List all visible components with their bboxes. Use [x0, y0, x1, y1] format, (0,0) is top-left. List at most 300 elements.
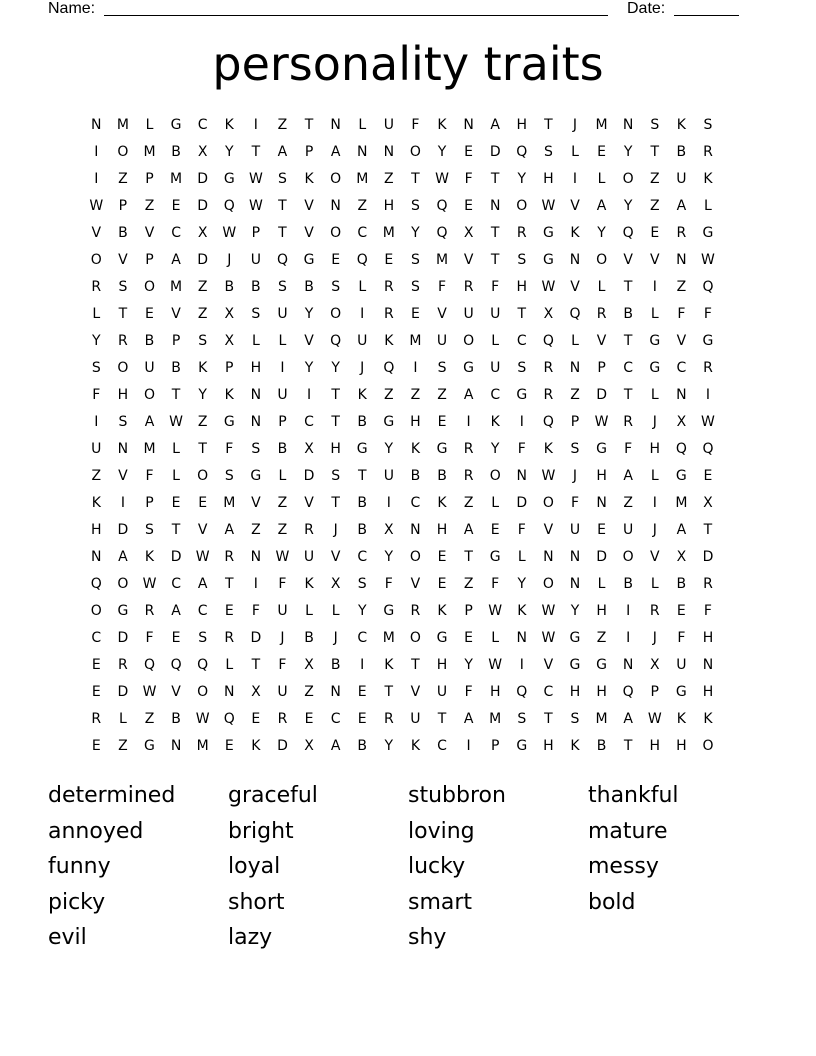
word-list [48, 778, 768, 956]
grid-cell: W [435, 171, 449, 187]
grid-cell: J [360, 360, 365, 376]
grid-cell: R [277, 711, 288, 727]
grid-cell: I [360, 306, 365, 322]
grid-cell: T [544, 711, 553, 727]
grid-cell: X [463, 225, 474, 241]
grid-cell: S [118, 279, 128, 295]
grid-cell: W [142, 576, 157, 592]
grid-cell: V [596, 333, 607, 349]
grid-cell: Y [623, 144, 633, 160]
grid-cell: Y [92, 333, 101, 349]
letter-grid [83, 114, 721, 762]
grid-cell: E [91, 738, 101, 754]
grid-cell: L [650, 387, 659, 403]
grid-cell: K [251, 738, 261, 754]
grid-cell: T [331, 414, 340, 430]
grid-cell: W [488, 603, 503, 619]
grid-cell: G [250, 468, 262, 484]
grid-cell: S [650, 117, 660, 133]
grid-cell: N [569, 549, 581, 565]
grid-cell: Q [143, 657, 155, 673]
grid-cell: B [144, 333, 155, 349]
grid-cell: K [91, 495, 101, 511]
grid-cell: W [541, 630, 556, 646]
grid-cell: O [702, 738, 714, 754]
grid-cell: T [251, 144, 261, 160]
grid-cell: D [117, 684, 129, 700]
grid-cell: N [702, 657, 714, 673]
grid-cell: A [463, 711, 474, 727]
grid-cell: V [197, 522, 208, 538]
grid-cell: K [517, 603, 527, 619]
grid-cell: L [650, 468, 659, 484]
grid-cell: M [409, 333, 422, 349]
grid-cell: V [118, 252, 128, 268]
grid-cell: D [596, 387, 607, 403]
grid-cell: J [333, 630, 338, 646]
grid-cell: N [117, 441, 129, 457]
grid-cell: N [91, 117, 102, 133]
grid-cell: E [251, 711, 261, 727]
grid-cell: X [304, 441, 314, 457]
name-label: Name: [48, 0, 96, 17]
grid-cell: C [171, 225, 181, 241]
grid-cell: C [171, 576, 181, 592]
grid-cell: F [624, 441, 633, 457]
grid-cell: Z [144, 198, 155, 214]
grid-cell: D [489, 144, 501, 160]
grid-cell: Y [304, 360, 314, 376]
grid-cell: M [223, 495, 236, 511]
grid-cell: U [303, 549, 315, 565]
grid-cell: G [436, 630, 448, 646]
grid-cell: A [463, 387, 474, 403]
grid-cell: N [676, 252, 687, 268]
grid-cell: N [250, 549, 262, 565]
grid-cell: O [143, 387, 155, 403]
grid-cell: N [489, 198, 501, 214]
grid-cell: F [491, 279, 500, 295]
grid-cell: C [357, 225, 368, 241]
grid-cell: I [94, 414, 99, 430]
grid-cell: T [544, 117, 553, 133]
grid-cell: R [383, 306, 394, 322]
grid-cell: S [543, 144, 553, 160]
grid-cell: M [382, 225, 395, 241]
grid-cell: Y [570, 603, 580, 619]
grid-cell: U [383, 468, 394, 484]
grid-cell: G [569, 630, 581, 646]
grid-cell: G [649, 333, 661, 349]
grid-cell: H [649, 738, 661, 754]
grid-cell: E [597, 144, 606, 160]
grid-cell: W [647, 711, 662, 727]
grid-cell: O [197, 468, 209, 484]
grid-cell: G [702, 333, 714, 349]
grid-cell: X [676, 549, 687, 565]
grid-cell: K [304, 171, 314, 187]
grid-cell: E [437, 549, 447, 565]
grid-cell: N [596, 495, 607, 511]
grid-cell: X [676, 414, 687, 430]
grid-cell: N [543, 549, 554, 565]
grid-cell: N [250, 414, 262, 430]
grid-cell: J [227, 252, 232, 268]
grid-cell: S [251, 441, 261, 457]
grid-cell: S [437, 360, 447, 376]
grid-cell: I [306, 387, 312, 403]
grid-cell: U [623, 522, 634, 538]
grid-cell: C [410, 495, 421, 511]
grid-cell: V [543, 657, 554, 673]
grid-cell: G [170, 117, 182, 133]
grid-cell: I [519, 657, 524, 673]
grid-cell: R [144, 603, 155, 619]
grid-cell: E [224, 738, 234, 754]
grid-cell: R [543, 360, 554, 376]
grid-cell: R [463, 468, 474, 484]
grid-cell: Q [569, 306, 581, 322]
grid-cell: G [223, 414, 235, 430]
grid-cell: W [541, 468, 556, 484]
grid-cell: W [541, 279, 556, 295]
grid-cell: C [490, 387, 501, 403]
grid-cell: B [623, 576, 633, 592]
grid-cell: K [410, 441, 421, 457]
grid-cell: K [437, 117, 447, 133]
grid-cell: I [572, 171, 578, 187]
grid-cell: K [676, 711, 686, 727]
grid-cell: A [144, 414, 155, 430]
word-list-item: determined [48, 783, 176, 808]
grid-cell: V [410, 576, 421, 592]
grid-cell: R [410, 603, 421, 619]
grid-cell: L [118, 711, 127, 727]
grid-cell: L [358, 279, 367, 295]
grid-cell: K [357, 387, 367, 403]
grid-cell: L [92, 306, 101, 322]
grid-cell: N [224, 684, 235, 700]
grid-cell: D [197, 252, 209, 268]
grid-cell: Q [542, 414, 554, 430]
word-list-item: mature [588, 818, 668, 844]
grid-cell: D [197, 171, 209, 187]
grid-cell: A [118, 549, 128, 565]
grid-cell: W [701, 414, 715, 430]
grid-cell: S [517, 711, 527, 727]
grid-cell: B [304, 279, 314, 295]
grid-cell: P [225, 360, 234, 376]
grid-cell: B [410, 468, 421, 484]
grid-cell: B [676, 576, 687, 592]
grid-cell: V [570, 279, 580, 295]
grid-cell: H [383, 198, 395, 214]
grid-cell: F [464, 171, 473, 187]
grid-cell: K [198, 360, 208, 376]
word-list-item: annoyed [48, 818, 144, 844]
grid-cell: D [277, 738, 288, 754]
grid-cell: C [437, 738, 447, 754]
grid-cell: E [91, 684, 101, 700]
grid-cell: S [145, 522, 154, 538]
grid-cell: F [517, 522, 526, 538]
grid-cell: X [224, 333, 235, 349]
word-list-item: evil [48, 925, 87, 951]
grid-cell: H [436, 657, 448, 673]
grid-cell: M [356, 171, 369, 187]
grid-cell: T [517, 306, 527, 322]
grid-cell: D [117, 630, 129, 646]
grid-cell: F [491, 576, 500, 592]
grid-cell: O [463, 333, 475, 349]
grid-cell: G [675, 468, 687, 484]
grid-cell: K [144, 549, 155, 565]
grid-cell: Q [675, 441, 687, 457]
grid-cell: U [250, 252, 261, 268]
grid-cell: Y [384, 549, 394, 565]
grid-cell: Z [144, 711, 155, 727]
grid-cell: E [171, 198, 181, 214]
grid-cell: U [357, 333, 368, 349]
grid-cell: Q [330, 333, 342, 349]
grid-cell: O [542, 576, 554, 592]
grid-cell: L [278, 333, 287, 349]
grid-cell: W [142, 684, 157, 700]
grid-cell: S [251, 306, 261, 322]
grid-cell: W [195, 549, 210, 565]
grid-cell: Y [304, 306, 314, 322]
grid-cell: H [596, 603, 607, 619]
grid-cell: U [277, 387, 288, 403]
grid-cell: Z [437, 387, 447, 403]
grid-cell: V [410, 684, 421, 700]
grid-cell: H [596, 468, 607, 484]
grid-cell: G [649, 360, 661, 376]
grid-cell: W [275, 549, 290, 565]
grid-cell: C [91, 630, 102, 646]
word-list-item: short [228, 889, 285, 915]
grid-cell: Y [517, 576, 527, 592]
grid-cell: H [250, 360, 262, 376]
grid-cell: T [490, 171, 500, 187]
word-list-item: bold [588, 889, 636, 915]
grid-cell: N [622, 657, 634, 673]
grid-cell: M [116, 117, 129, 133]
grid-cell: V [649, 252, 660, 268]
date-line [674, 15, 739, 16]
grid-cell: R [676, 225, 687, 241]
grid-cell: T [278, 225, 287, 241]
grid-cell: I [466, 738, 471, 754]
date-label: Date: [627, 0, 666, 17]
grid-cell: L [597, 576, 606, 592]
grid-cell: O [117, 576, 129, 592]
grid-cell: Q [170, 657, 182, 673]
grid-cell: P [650, 684, 659, 700]
grid-cell: H [543, 738, 554, 754]
grid-cell: O [596, 252, 608, 268]
grid-cell: N [676, 387, 687, 403]
grid-cell: C [543, 684, 554, 700]
grid-cell: B [224, 279, 235, 295]
grid-cell: Y [384, 441, 394, 457]
grid-cell: Y [597, 225, 606, 241]
grid-cell: T [118, 306, 128, 322]
grid-cell: Z [676, 279, 687, 295]
grid-cell: S [517, 360, 527, 376]
grid-cell: E [490, 522, 500, 538]
grid-cell: T [490, 252, 500, 268]
grid-cell: M [489, 711, 502, 727]
grid-cell: I [280, 360, 285, 376]
grid-cell: N [91, 549, 102, 565]
grid-cell: W [248, 171, 263, 187]
grid-cell: F [464, 684, 473, 700]
grid-cell: T [198, 441, 207, 457]
grid-cell: X [649, 657, 660, 673]
grid-cell: H [489, 684, 501, 700]
grid-cell: M [143, 441, 156, 457]
grid-cell: R [118, 657, 128, 673]
grid-cell: A [330, 738, 341, 754]
grid-cell: Z [197, 279, 208, 295]
grid-cell: Z [304, 684, 314, 700]
word-list-item: thankful [588, 783, 679, 808]
grid-cell: L [145, 117, 154, 133]
grid-cell: M [595, 711, 608, 727]
grid-cell: L [517, 549, 526, 565]
grid-cell: Z [570, 387, 580, 403]
grid-cell: U [436, 684, 448, 700]
grid-cell: H [596, 684, 607, 700]
grid-cell: F [145, 630, 154, 646]
grid-cell: B [171, 360, 181, 376]
grid-cell: G [542, 225, 554, 241]
grid-cell: P [570, 414, 580, 430]
grid-cell: L [225, 657, 234, 673]
grid-cell: B [676, 144, 687, 160]
grid-cell: Z [277, 117, 288, 133]
grid-cell: E [650, 225, 660, 241]
grid-cell: X [197, 225, 208, 241]
grid-cell: R [91, 711, 102, 727]
grid-cell: O [197, 684, 209, 700]
grid-cell: A [623, 468, 633, 484]
grid-cell: V [251, 495, 261, 511]
grid-cell: S [118, 414, 128, 430]
grid-cell: E [597, 522, 606, 538]
grid-cell: I [386, 495, 391, 511]
grid-cell: R [118, 333, 128, 349]
grid-cell: F [278, 657, 287, 673]
grid-cell: Y [224, 144, 234, 160]
grid-cell: B [623, 306, 633, 322]
grid-cell: B [596, 738, 607, 754]
grid-cell: M [595, 117, 608, 133]
grid-cell: A [224, 522, 235, 538]
grid-cell: I [94, 171, 99, 187]
word-list-item: funny [48, 854, 111, 880]
grid-cell: C [330, 711, 341, 727]
grid-cell: D [197, 198, 209, 214]
grid-cell: T [304, 117, 314, 133]
grid-cell: W [594, 414, 609, 430]
grid-cell: Y [623, 198, 633, 214]
grid-cell: Z [91, 468, 102, 484]
grid-cell: J [652, 630, 657, 646]
grid-cell: M [170, 279, 183, 295]
grid-cell: G [303, 252, 315, 268]
grid-cell: A [623, 711, 633, 727]
name-line [104, 15, 608, 16]
grid-cell: G [542, 252, 554, 268]
grid-cell: H [702, 630, 714, 646]
word-list-item: graceful [228, 783, 318, 808]
grid-cell: T [331, 387, 340, 403]
grid-cell: R [463, 279, 474, 295]
grid-cell: P [304, 144, 314, 160]
grid-cell: U [490, 360, 501, 376]
grid-cell: F [225, 441, 234, 457]
grid-cell: N [569, 576, 581, 592]
grid-cell: N [330, 684, 341, 700]
word-list-item: smart [408, 889, 473, 915]
grid-cell: E [145, 306, 154, 322]
grid-cell: Z [277, 522, 288, 538]
grid-cell: V [144, 225, 155, 241]
grid-cell: F [437, 279, 447, 295]
grid-cell: T [464, 549, 473, 565]
grid-cell: G [223, 171, 235, 187]
grid-cell: N [170, 738, 182, 754]
grid-cell: A [676, 198, 687, 214]
grid-cell: S [357, 576, 367, 592]
grid-cell: U [676, 657, 687, 673]
grid-cell: S [278, 279, 287, 295]
grid-cell: I [626, 630, 631, 646]
grid-cell: O [542, 495, 554, 511]
grid-cell: W [541, 603, 556, 619]
grid-cell: B [304, 630, 314, 646]
grid-cell: W [541, 198, 556, 214]
grid-cell: B [277, 441, 288, 457]
grid-cell: O [117, 144, 129, 160]
grid-cell: P [145, 252, 154, 268]
grid-cell: L [172, 468, 180, 484]
grid-cell: R [516, 225, 527, 241]
grid-cell: K [224, 387, 234, 403]
grid-cell: S [410, 279, 420, 295]
grid-cell: W [89, 198, 104, 214]
grid-cell: Q [197, 657, 209, 673]
word-list-item: stubbron [408, 783, 506, 808]
grid-cell: S [331, 279, 341, 295]
grid-cell: N [516, 468, 528, 484]
grid-cell: D [516, 495, 528, 511]
grid-cell: I [413, 360, 418, 376]
grid-cell: Q [516, 144, 528, 160]
grid-cell: Q [516, 684, 528, 700]
grid-cell: Q [223, 711, 235, 727]
grid-cell: Z [118, 171, 128, 187]
grid-cell: Q [383, 360, 395, 376]
grid-cell: V [649, 549, 660, 565]
grid-cell: D [117, 522, 129, 538]
grid-cell: D [303, 468, 315, 484]
grid-cell: I [253, 576, 258, 592]
grid-cell: R [224, 630, 235, 646]
grid-cell: H [91, 522, 102, 538]
